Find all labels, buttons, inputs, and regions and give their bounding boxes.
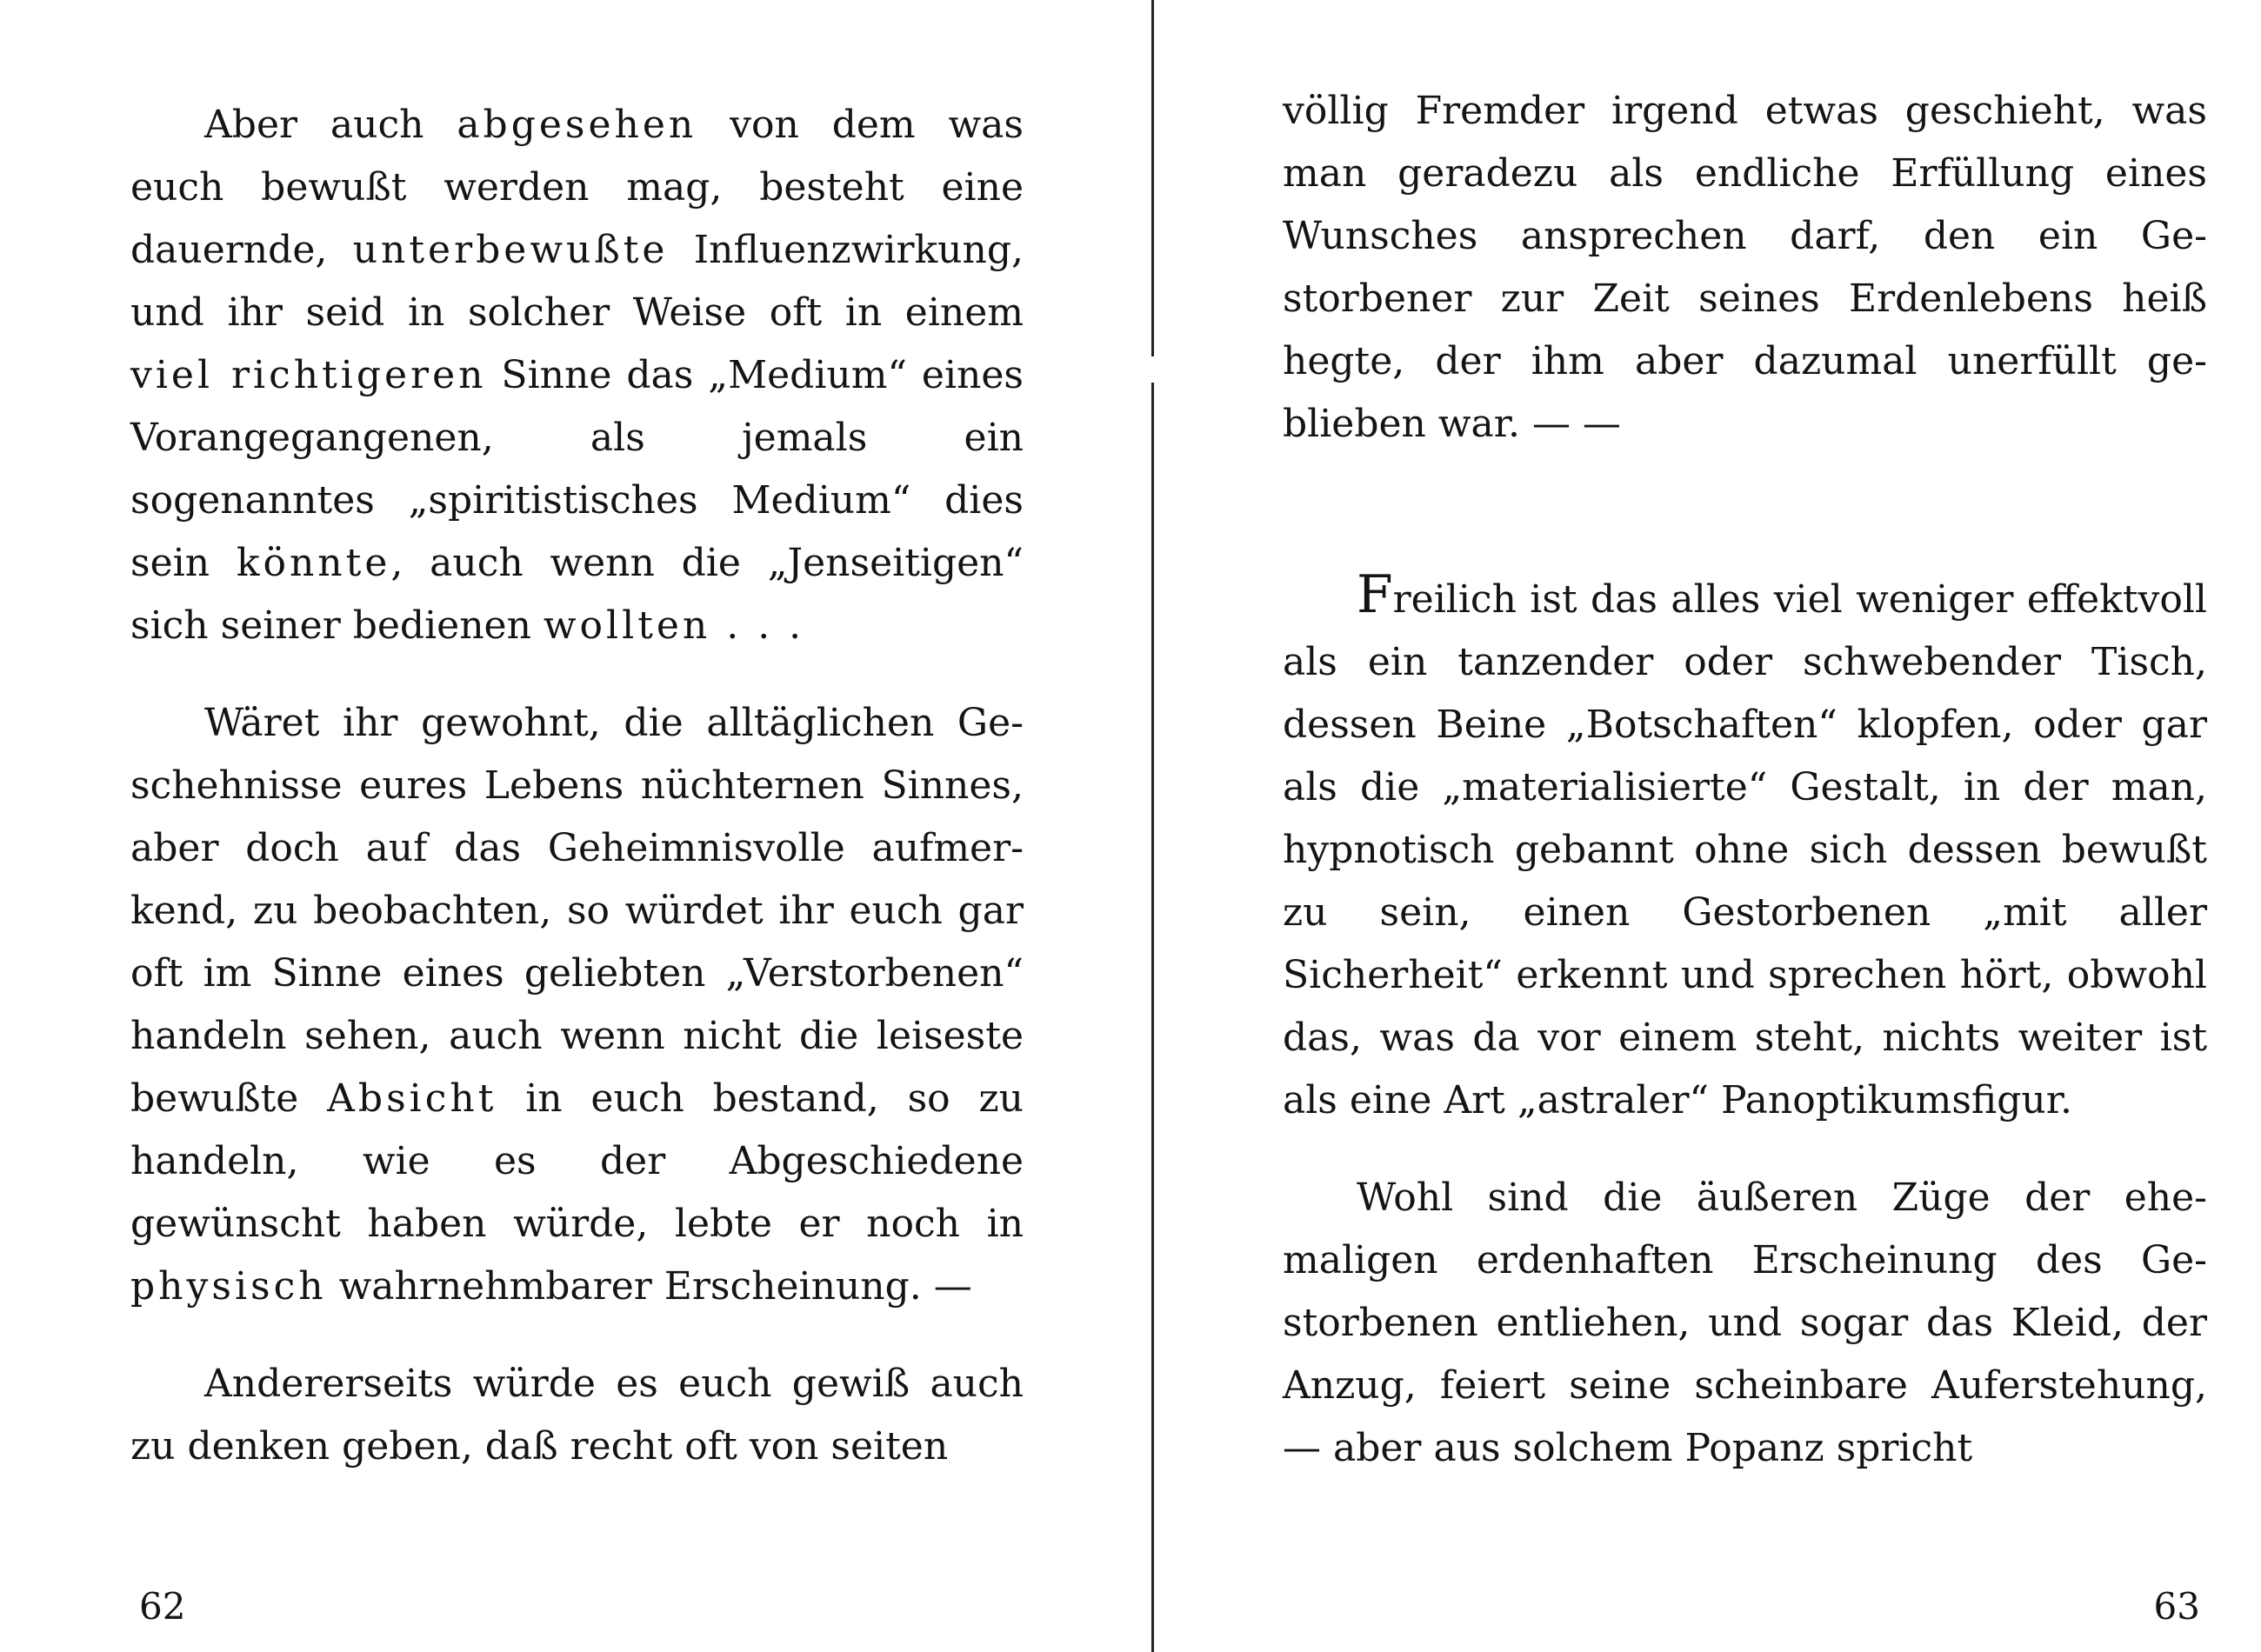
text-run: in euch bestand, so zu handeln, wie es der Abgeschiedene gewünscht haben würde, lebte er noch in xyxy=(130,1076,1024,1246)
gutter-rule xyxy=(1150,0,1155,1652)
text-run: völlig Fremder irgend etwas geschieht, was man geradezu als endliche Erfüllung eines Wunsches ansprechen darf, den ein Gestorbener zur Zeit seines Erdenlebens heiß hegte, der ihm aber dazumal unerfüllt geblieben war. — — xyxy=(1283,89,2207,446)
text-run: Wohl sind die äußeren Züge der ehemaligen erdenhaften Erscheinung des Gestorbenen entliehen, und sogar das Kleid, der Anzug, feiert seine scheinbare Auferstehung, — aber aus solchem Popanz spricht xyxy=(1283,1176,2207,1470)
left-page-text xyxy=(130,94,1024,1478)
paragraph xyxy=(130,94,1024,657)
paragraph xyxy=(130,1353,1024,1478)
spaced-emphasis: Absicht xyxy=(327,1076,497,1121)
spaced-emphasis: abgesehen xyxy=(457,103,697,147)
right-page xyxy=(1157,0,2261,1652)
text-run: Wäret ihr gewohnt, die alltäglichen Geschehnisse eures Lebens nüchternen Sinnes, aber doch auf das Geheimnisvolle aufmerkend, zu beobachten, so würdet ihr euch gar oft im Sinne eines geliebten „Verstorbenen“ handeln sehen, auch wenn nicht die leiseste bewußte xyxy=(130,701,1024,1121)
text-run: reilich ist das alles viel weniger effektvoll als ein tanzender oder schwebender Tisch, dessen Beine „Botschaften“ klopfen, oder gar als die „materialisierte“ Gestalt, in der man, hypnotisch gebannt ohne sich dessen bewußt zu sein, einen Gestorbenen „mit aller Sicherheit“ erkennt und sprechen hört, obwohl das, was da vor einem steht, nichts weiter ist als eine Art „astraler“ Panoptikumsfigur. xyxy=(1283,577,2207,1122)
text-run: Aber auch xyxy=(204,103,457,147)
page-number: 62 xyxy=(139,1585,186,1628)
spaced-emphasis: viel richtigeren xyxy=(130,353,487,397)
text-run: von dem was euch bewußt werden mag, besteht eine dauernde, xyxy=(130,103,1024,272)
spaced-emphasis: unterbewußte xyxy=(352,228,669,272)
right-page-text xyxy=(1283,80,2207,1480)
text-run: , auch wenn die „Jenseitigen“ sich seiner bedienen xyxy=(130,541,1024,648)
text-run: Influenzwirkung, und ihr seid in solcher Weise oft in einem xyxy=(130,228,1024,335)
spaced-emphasis: könnte xyxy=(236,541,391,585)
text-run: Andererseits würde es euch gewiß auch zu denken geben, daß recht oft von seiten xyxy=(130,1362,1024,1469)
page-number: 63 xyxy=(2153,1585,2200,1628)
text-run: wahrnehmbarer Erscheinung. — xyxy=(326,1264,972,1309)
drop-cap: F xyxy=(1357,564,1393,625)
spaced-emphasis: physisch xyxy=(130,1264,327,1309)
text-run: Sinne das „Medium“ eines Vorangegangenen, als jemals ein sogenanntes „spiritistisches Medium“ dies sein xyxy=(130,353,1024,585)
paragraph xyxy=(1283,1167,2207,1480)
spaced-emphasis: wollten . . . xyxy=(543,603,805,648)
paragraph xyxy=(130,692,1024,1318)
paragraph xyxy=(1283,564,2207,1132)
paragraph xyxy=(1283,80,2207,456)
